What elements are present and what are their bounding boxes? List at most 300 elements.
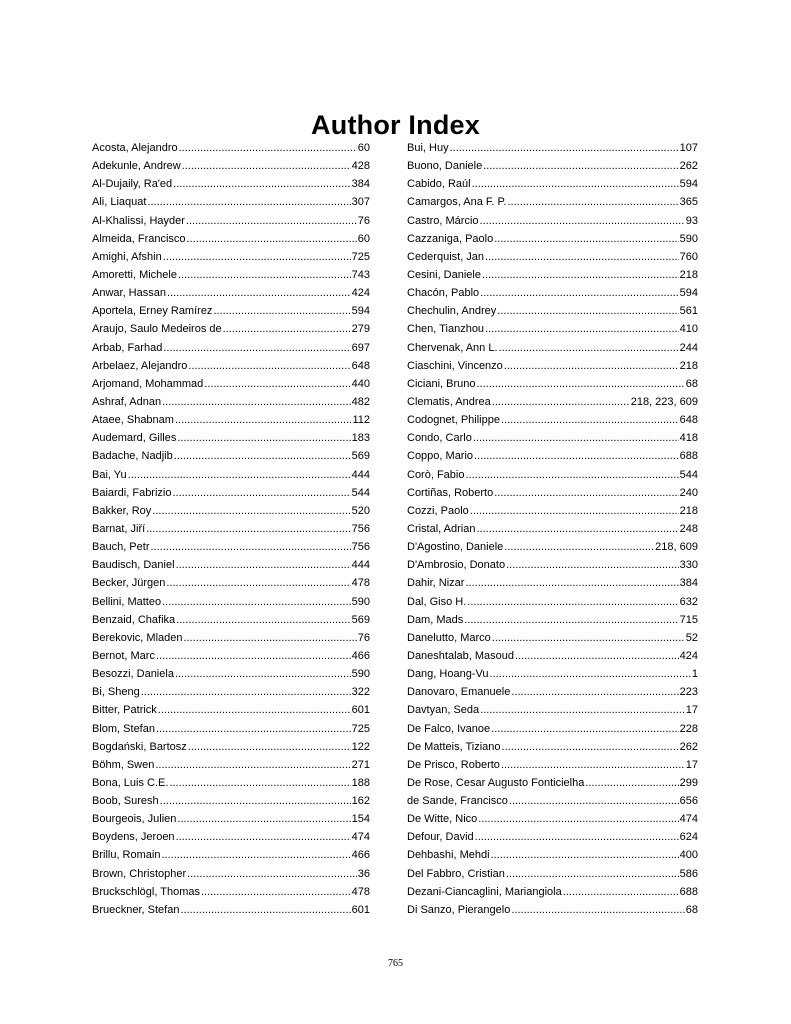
author-name: Audemard, Gilles bbox=[92, 432, 177, 445]
dot-leader bbox=[156, 647, 351, 665]
index-entry bbox=[407, 720, 698, 738]
index-entry bbox=[92, 339, 370, 357]
author-name: D'Agostino, Daniele bbox=[407, 541, 504, 554]
index-entry bbox=[407, 738, 698, 756]
author-name: Ataee, Shabnam bbox=[92, 414, 174, 427]
author-name: Del Fabbro, Cristian bbox=[407, 867, 505, 880]
dot-leader bbox=[563, 883, 679, 901]
dot-leader bbox=[509, 792, 679, 810]
author-name: Brown, Christopher bbox=[92, 867, 187, 880]
page-reference: 569 bbox=[351, 613, 370, 626]
author-name: Dal, Giso H. bbox=[407, 595, 467, 608]
dot-leader bbox=[475, 828, 679, 846]
index-entry bbox=[407, 828, 698, 846]
page-reference: 218 bbox=[679, 268, 698, 281]
dot-leader bbox=[201, 883, 351, 901]
page-reference: 68 bbox=[685, 903, 698, 916]
index-entry bbox=[92, 647, 370, 665]
index-entry bbox=[92, 865, 370, 883]
index-column-left bbox=[92, 139, 370, 919]
author-name: Boydens, Jeroen bbox=[92, 831, 175, 844]
author-name: Arjomand, Mohammad bbox=[92, 377, 204, 390]
page-reference: 590 bbox=[351, 595, 370, 608]
author-name: Araujo, Saulo Medeiros de bbox=[92, 323, 222, 336]
page-reference: 648 bbox=[351, 359, 370, 372]
dot-leader bbox=[470, 502, 679, 520]
page-reference: 474 bbox=[679, 813, 698, 826]
page-reference: 17 bbox=[685, 758, 698, 771]
author-name: Amighi, Afshin bbox=[92, 250, 162, 263]
author-name: Defour, David bbox=[407, 831, 474, 844]
dot-leader bbox=[213, 302, 350, 320]
author-name: Bruckschlögl, Thomas bbox=[92, 885, 201, 898]
dot-leader bbox=[163, 339, 350, 357]
dot-leader bbox=[511, 683, 678, 701]
page-reference: 154 bbox=[351, 813, 370, 826]
dot-leader bbox=[507, 193, 678, 211]
dot-leader bbox=[160, 792, 351, 810]
author-name: Cozzi, Paolo bbox=[407, 504, 469, 517]
index-entry bbox=[407, 429, 698, 447]
dot-leader bbox=[186, 212, 357, 230]
dot-leader bbox=[467, 593, 678, 611]
index-entry bbox=[92, 756, 370, 774]
author-name: Al-Khalissi, Hayder bbox=[92, 214, 185, 227]
dot-leader bbox=[490, 665, 691, 683]
index-entry bbox=[92, 810, 370, 828]
author-name: Badache, Nadjib bbox=[92, 450, 173, 463]
index-entry bbox=[407, 466, 698, 484]
dot-leader bbox=[162, 593, 351, 611]
author-name: Cristal, Adrian bbox=[407, 522, 476, 535]
author-name: Bakker, Roy bbox=[92, 504, 152, 517]
dot-leader bbox=[176, 611, 350, 629]
index-entry bbox=[407, 756, 698, 774]
author-name: Al-Dujaily, Ra'ed bbox=[92, 178, 173, 191]
author-name: Codognet, Philippe bbox=[407, 414, 500, 427]
dot-leader bbox=[450, 139, 679, 157]
dot-leader bbox=[497, 302, 678, 320]
page-reference: 112 bbox=[352, 414, 370, 427]
page-reference: 544 bbox=[351, 486, 370, 499]
page-reference: 76 bbox=[357, 214, 370, 227]
index-entry bbox=[407, 683, 698, 701]
page-reference: 601 bbox=[351, 704, 370, 717]
index-entry bbox=[407, 212, 698, 230]
page-reference: 756 bbox=[351, 541, 370, 554]
author-name: Baudisch, Daniel bbox=[92, 559, 175, 572]
dot-leader bbox=[188, 738, 351, 756]
page-reference: 594 bbox=[679, 178, 698, 191]
page-reference: 586 bbox=[679, 867, 698, 880]
dot-leader bbox=[147, 193, 350, 211]
dot-leader bbox=[163, 248, 351, 266]
page-reference: 218 bbox=[679, 504, 698, 517]
dot-leader bbox=[156, 720, 351, 738]
author-name: Baiardi, Fabrizio bbox=[92, 486, 172, 499]
page-reference: 68 bbox=[685, 377, 698, 390]
page-reference: 688 bbox=[679, 885, 698, 898]
author-name: Cortiñas, Roberto bbox=[407, 486, 494, 499]
index-entry bbox=[92, 157, 370, 175]
index-entry bbox=[92, 266, 370, 284]
author-name: Dehbashi, Mehdi bbox=[407, 849, 490, 862]
page-reference: 183 bbox=[351, 432, 370, 445]
author-name: Bernot, Marc bbox=[92, 649, 155, 662]
dot-leader bbox=[474, 447, 679, 465]
dot-leader bbox=[187, 230, 357, 248]
page-reference: 244 bbox=[679, 341, 698, 354]
author-name: Cesini, Daniele bbox=[407, 268, 481, 281]
index-entry bbox=[92, 212, 370, 230]
index-entry bbox=[407, 339, 698, 357]
dot-leader bbox=[158, 701, 351, 719]
dot-leader bbox=[155, 756, 350, 774]
author-name: Dahir, Nizar bbox=[407, 577, 465, 590]
dot-leader bbox=[187, 865, 357, 883]
author-name: Bi, Sheng bbox=[92, 686, 140, 699]
page-reference: 271 bbox=[351, 758, 370, 771]
page-reference: 482 bbox=[351, 395, 370, 408]
dot-leader bbox=[492, 629, 685, 647]
author-name: Cabido, Raúl bbox=[407, 178, 471, 191]
author-name: De Matteis, Tiziano bbox=[407, 740, 501, 753]
index-entry bbox=[407, 447, 698, 465]
page-reference: 715 bbox=[679, 613, 698, 626]
index-entry bbox=[92, 720, 370, 738]
dot-leader bbox=[501, 411, 679, 429]
page-reference: 424 bbox=[351, 287, 370, 300]
dot-leader bbox=[178, 266, 351, 284]
index-entry bbox=[92, 520, 370, 538]
author-name: Ali, Liaquat bbox=[92, 196, 147, 209]
index-entry bbox=[92, 574, 370, 592]
dot-leader bbox=[491, 720, 678, 738]
dot-leader bbox=[511, 901, 684, 919]
dot-leader bbox=[465, 466, 678, 484]
author-name: Davtyan, Seda bbox=[407, 704, 480, 717]
page-reference: 262 bbox=[679, 160, 698, 173]
index-entry bbox=[92, 593, 370, 611]
page-reference: 162 bbox=[351, 795, 370, 808]
author-name: Bogdański, Bartosz bbox=[92, 740, 187, 753]
page-reference: 188 bbox=[351, 776, 370, 789]
author-name: Clematis, Andrea bbox=[407, 395, 491, 408]
index-entry bbox=[92, 429, 370, 447]
page-reference: 590 bbox=[679, 232, 698, 245]
page-reference: 444 bbox=[351, 559, 370, 572]
author-name: Castro, Márcio bbox=[407, 214, 479, 227]
page-reference: 466 bbox=[351, 649, 370, 662]
index-entry bbox=[407, 484, 698, 502]
dot-leader bbox=[494, 230, 678, 248]
dot-leader bbox=[476, 520, 678, 538]
page-reference: 17 bbox=[685, 704, 698, 717]
dot-leader bbox=[499, 339, 679, 357]
dot-leader bbox=[478, 810, 678, 828]
page-reference: 60 bbox=[357, 232, 370, 245]
author-name: Acosta, Alejandro bbox=[92, 142, 178, 154]
index-entry bbox=[92, 447, 370, 465]
page-reference: 400 bbox=[679, 849, 698, 862]
index-entry bbox=[407, 248, 698, 266]
page-reference: 594 bbox=[351, 305, 370, 318]
dot-leader bbox=[161, 846, 350, 864]
page-reference: 520 bbox=[351, 504, 370, 517]
index-entry bbox=[92, 357, 370, 375]
dot-leader bbox=[162, 393, 351, 411]
dot-leader bbox=[480, 701, 685, 719]
dot-leader bbox=[492, 393, 630, 411]
dot-leader bbox=[179, 139, 357, 157]
author-name: Daneshtalab, Masoud bbox=[407, 649, 515, 662]
author-name: Arbab, Farhad bbox=[92, 341, 163, 354]
page-reference: 656 bbox=[679, 795, 698, 808]
page-reference: 590 bbox=[351, 668, 370, 681]
index-entry bbox=[407, 611, 698, 629]
index-entry bbox=[92, 139, 370, 157]
dot-leader bbox=[146, 520, 350, 538]
author-name: De Falco, Ivanoe bbox=[407, 722, 491, 735]
page-reference: 478 bbox=[351, 577, 370, 590]
index-entry bbox=[92, 375, 370, 393]
page-reference: 601 bbox=[351, 903, 370, 916]
author-name: Bai, Yu bbox=[92, 468, 127, 481]
index-entry bbox=[407, 266, 698, 284]
page-reference: 544 bbox=[679, 468, 698, 481]
author-name: Amoretti, Michele bbox=[92, 268, 177, 281]
page-reference: 561 bbox=[679, 305, 698, 318]
index-entry bbox=[92, 230, 370, 248]
page-reference: 262 bbox=[679, 740, 698, 753]
page-reference: 418 bbox=[679, 432, 698, 445]
page-reference: 756 bbox=[351, 522, 370, 535]
author-name: Chacón, Pablo bbox=[407, 287, 480, 300]
page-reference: 478 bbox=[351, 885, 370, 898]
page-reference: 279 bbox=[351, 323, 370, 336]
page-title: Author Index bbox=[311, 110, 480, 141]
author-name: Buono, Daniele bbox=[407, 160, 483, 173]
index-entry bbox=[92, 284, 370, 302]
index-column-right bbox=[407, 139, 698, 919]
index-entry bbox=[92, 738, 370, 756]
index-entry bbox=[92, 320, 370, 338]
page-reference: 760 bbox=[679, 250, 698, 263]
author-name: Almeida, Francisco bbox=[92, 232, 186, 245]
author-name: Cederquist, Jan bbox=[407, 250, 485, 263]
page-reference: 223 bbox=[679, 686, 698, 699]
author-name: de Sande, Francisco bbox=[407, 795, 508, 808]
page-reference: 743 bbox=[351, 268, 370, 281]
dot-leader bbox=[188, 357, 350, 375]
index-entry bbox=[407, 774, 698, 792]
author-name: Brueckner, Stefan bbox=[92, 903, 180, 916]
dot-leader bbox=[504, 357, 679, 375]
index-entry bbox=[407, 810, 698, 828]
page-reference: 697 bbox=[351, 341, 370, 354]
index-entry bbox=[407, 647, 698, 665]
dot-leader bbox=[504, 538, 654, 556]
author-name: Dezani-Ciancaglini, Mariangiola bbox=[407, 885, 562, 898]
page-reference: 428 bbox=[351, 160, 370, 173]
dot-leader bbox=[491, 846, 679, 864]
dot-leader bbox=[175, 411, 352, 429]
page-reference: 299 bbox=[679, 776, 698, 789]
author-name: Camargos, Ana F. P. bbox=[407, 196, 507, 209]
page-reference: 594 bbox=[679, 287, 698, 300]
index-entry bbox=[407, 593, 698, 611]
dot-leader bbox=[173, 175, 350, 193]
dot-leader bbox=[175, 665, 351, 683]
index-entry bbox=[407, 538, 698, 556]
author-name: Ciaschini, Vincenzo bbox=[407, 359, 503, 372]
dot-leader bbox=[177, 810, 350, 828]
index-entry bbox=[407, 520, 698, 538]
author-name: Berekovic, Mladen bbox=[92, 631, 183, 644]
author-name: Chervenak, Ann L. bbox=[407, 341, 498, 354]
index-entry bbox=[407, 502, 698, 520]
index-entry bbox=[407, 701, 698, 719]
index-entry bbox=[92, 792, 370, 810]
author-name: Bellini, Matteo bbox=[92, 595, 162, 608]
author-name: De Witte, Nico bbox=[407, 813, 478, 826]
author-name: Benzaid, Chafika bbox=[92, 613, 176, 626]
author-name: Aportela, Erney Ramírez bbox=[92, 305, 213, 318]
page-reference: 36 bbox=[357, 867, 370, 880]
index-entry bbox=[407, 302, 698, 320]
page-reference: 384 bbox=[679, 577, 698, 590]
dot-leader bbox=[167, 284, 351, 302]
page-reference: 474 bbox=[351, 831, 370, 844]
dot-leader bbox=[585, 774, 678, 792]
index-entry bbox=[407, 375, 698, 393]
author-name: Bui, Huy bbox=[407, 142, 449, 154]
index-entry bbox=[92, 248, 370, 266]
author-name: De Rose, Cesar Augusto Fonticielha bbox=[407, 776, 585, 789]
author-name: Condo, Carlo bbox=[407, 432, 472, 445]
author-name: Bitter, Patrick bbox=[92, 704, 157, 717]
author-name: De Prisco, Roberto bbox=[407, 758, 500, 771]
author-name: Dang, Hoang-Vu bbox=[407, 668, 489, 681]
index-entry bbox=[92, 393, 370, 411]
author-name: Corò, Fabio bbox=[407, 468, 465, 481]
author-name: Anwar, Hassan bbox=[92, 287, 166, 300]
index-entry bbox=[407, 139, 698, 157]
dot-leader bbox=[204, 375, 350, 393]
index-entry bbox=[92, 828, 370, 846]
page-reference: 632 bbox=[679, 595, 698, 608]
index-entry bbox=[92, 629, 370, 647]
author-name: Böhm, Swen bbox=[92, 758, 155, 771]
index-entry bbox=[92, 466, 370, 484]
dot-leader bbox=[482, 266, 679, 284]
dot-leader bbox=[506, 865, 679, 883]
dot-leader bbox=[182, 157, 351, 175]
author-name: Ashraf, Adnan bbox=[92, 395, 162, 408]
author-name: Dam, Mads bbox=[407, 613, 464, 626]
dot-leader bbox=[177, 429, 350, 447]
page-reference: 107 bbox=[679, 142, 698, 154]
index-entry bbox=[407, 665, 698, 683]
index-entry bbox=[92, 683, 370, 701]
page-reference: 440 bbox=[351, 377, 370, 390]
index-entry bbox=[92, 538, 370, 556]
index-entry bbox=[92, 665, 370, 683]
index-entry bbox=[92, 193, 370, 211]
index-entry bbox=[92, 901, 370, 919]
page-reference: 648 bbox=[679, 414, 698, 427]
index-entry bbox=[92, 611, 370, 629]
index-entry bbox=[407, 230, 698, 248]
index-entry bbox=[407, 357, 698, 375]
author-name: Danelutto, Marco bbox=[407, 631, 491, 644]
page-reference: 725 bbox=[351, 250, 370, 263]
page-reference: 384 bbox=[351, 178, 370, 191]
author-name: Di Sanzo, Pierangelo bbox=[407, 903, 511, 916]
index-entry bbox=[92, 411, 370, 429]
index-entry bbox=[407, 193, 698, 211]
page-reference: 1 bbox=[691, 668, 698, 681]
dot-leader bbox=[506, 556, 679, 574]
index-entry bbox=[407, 574, 698, 592]
index-entry bbox=[407, 320, 698, 338]
author-name: Coppo, Mario bbox=[407, 450, 474, 463]
page-reference: 122 bbox=[351, 740, 370, 753]
page-reference: 248 bbox=[679, 522, 698, 535]
page-reference: 240 bbox=[679, 486, 698, 499]
page-reference: 322 bbox=[351, 686, 370, 699]
dot-leader bbox=[128, 466, 351, 484]
author-name: Adekunle, Andrew bbox=[92, 160, 181, 173]
index-entry bbox=[407, 865, 698, 883]
index-entry bbox=[407, 175, 698, 193]
dot-leader bbox=[465, 574, 678, 592]
index-entry bbox=[407, 846, 698, 864]
page-reference: 444 bbox=[351, 468, 370, 481]
dot-leader bbox=[174, 447, 351, 465]
dot-leader bbox=[472, 175, 679, 193]
dot-leader bbox=[483, 157, 678, 175]
index-entry bbox=[92, 484, 370, 502]
author-name: Danovaro, Emanuele bbox=[407, 686, 511, 699]
dot-leader bbox=[152, 502, 350, 520]
page-reference: 93 bbox=[685, 214, 698, 227]
dot-leader bbox=[180, 901, 350, 919]
page-number: 765 bbox=[388, 958, 403, 969]
index-entry bbox=[407, 556, 698, 574]
index-entry bbox=[92, 701, 370, 719]
index-entry bbox=[407, 629, 698, 647]
index-entry bbox=[407, 901, 698, 919]
author-name: Barnat, Jiří bbox=[92, 522, 146, 535]
dot-leader bbox=[494, 484, 678, 502]
dot-leader bbox=[172, 484, 350, 502]
page-reference: 466 bbox=[351, 849, 370, 862]
author-name: Bona, Luis C.E. bbox=[92, 776, 169, 789]
page-reference: 688 bbox=[679, 450, 698, 463]
index-entry bbox=[407, 284, 698, 302]
page-reference: 228 bbox=[679, 722, 698, 735]
page-reference: 218, 223, 609 bbox=[630, 395, 698, 408]
page-reference: 307 bbox=[351, 196, 370, 209]
dot-leader bbox=[502, 738, 679, 756]
index-entry bbox=[92, 883, 370, 901]
author-name: Bourgeois, Julien bbox=[92, 813, 177, 826]
index-entry bbox=[407, 792, 698, 810]
page-reference: 60 bbox=[357, 142, 370, 154]
author-name: Brillu, Romain bbox=[92, 849, 161, 862]
dot-leader bbox=[464, 611, 678, 629]
